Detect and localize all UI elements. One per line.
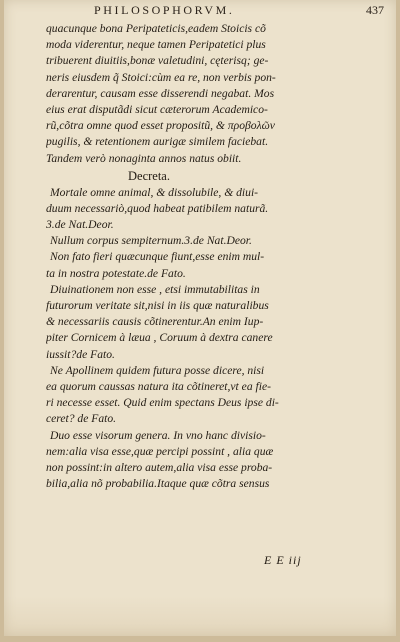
text-line: pugilis, & retentionem aurigæ similem faciebat. xyxy=(46,135,269,149)
text-line: ri necesse esset. Quid enim spectans Deus ipse di- xyxy=(46,396,279,410)
text-block xyxy=(46,21,386,492)
section-heading: Decreta. xyxy=(128,168,170,183)
book-page xyxy=(4,0,396,636)
text-line: rũ,cõtra omne quod esset propositũ, & προβολῶν xyxy=(46,119,275,133)
text-line: 3.de Nat.Deor. xyxy=(46,218,114,232)
text-line: tribuerent diuitiis,bonæ valetudini, cęterisq; ge- xyxy=(46,54,269,68)
text-line: iussit?de Fato. xyxy=(46,347,115,361)
text-line: duum necessariò,quod habeat patibilem naturã. xyxy=(46,201,269,215)
text-line: eius erat disputãdi sicut cæterorum Academico- xyxy=(46,102,268,116)
running-head: PHILOSOPHORVM. xyxy=(94,3,235,17)
text-line: moda viderentur, neque tamen Peripatetici plus xyxy=(46,38,266,52)
text-line: quacunque bona Peripateticis,eadem Stoicis cõ xyxy=(46,22,266,35)
text-line: Nullum corpus sempiternum.3.de Nat.Deor. xyxy=(50,234,252,248)
text-line: neris eiusdem q̃ Stoici:cùm ea re, non verbis pon- xyxy=(46,70,276,84)
text-line: ea quorum caussas natura ita cõtineret,vt ea fie- xyxy=(46,379,271,393)
page-number: 437 xyxy=(366,3,384,17)
text-line: non possint:in altero autem,alia visa esse proba- xyxy=(46,460,273,474)
signature-mark: E E iij xyxy=(264,553,302,567)
text-line: Diuinationem non esse , etsi immutabilitas in xyxy=(50,282,260,296)
text-line: bilia,alia nõ probabilia.Itaque quæ cõtra sensus xyxy=(46,477,270,491)
text-line: nem:alia visa esse,quæ percipi possint , alia quæ xyxy=(46,444,274,458)
text-line: Ne Apollinem quidem futura posse dicere, nisi xyxy=(50,363,265,377)
text-line: Duo esse visorum genera. In vno hanc divisio- xyxy=(50,428,266,442)
text-line: Tandem verò nonaginta annos natus obiit. xyxy=(46,151,242,165)
text-line: & necessariis causis cõtinerentur.An enim Iup- xyxy=(46,315,264,329)
text-line: ta in nostra potestate.de Fato. xyxy=(46,266,186,280)
text-line: derarentur, causam esse disserendi negabat. Mos xyxy=(46,86,275,100)
text-line: piter Cornicem à læua , Coruum à dextra canere xyxy=(46,331,273,345)
text-line: ceret? de Fato. xyxy=(46,412,117,426)
text-line: Mortale omne animal, & dissolubile, & diui- xyxy=(50,185,259,199)
text-line: Non fato fieri quæcunque fiunt,esse enim mul- xyxy=(50,250,265,264)
text-line: futurorum veritate sit,nisi in iis quæ naturalibus xyxy=(46,299,269,312)
page-shading xyxy=(4,596,396,636)
